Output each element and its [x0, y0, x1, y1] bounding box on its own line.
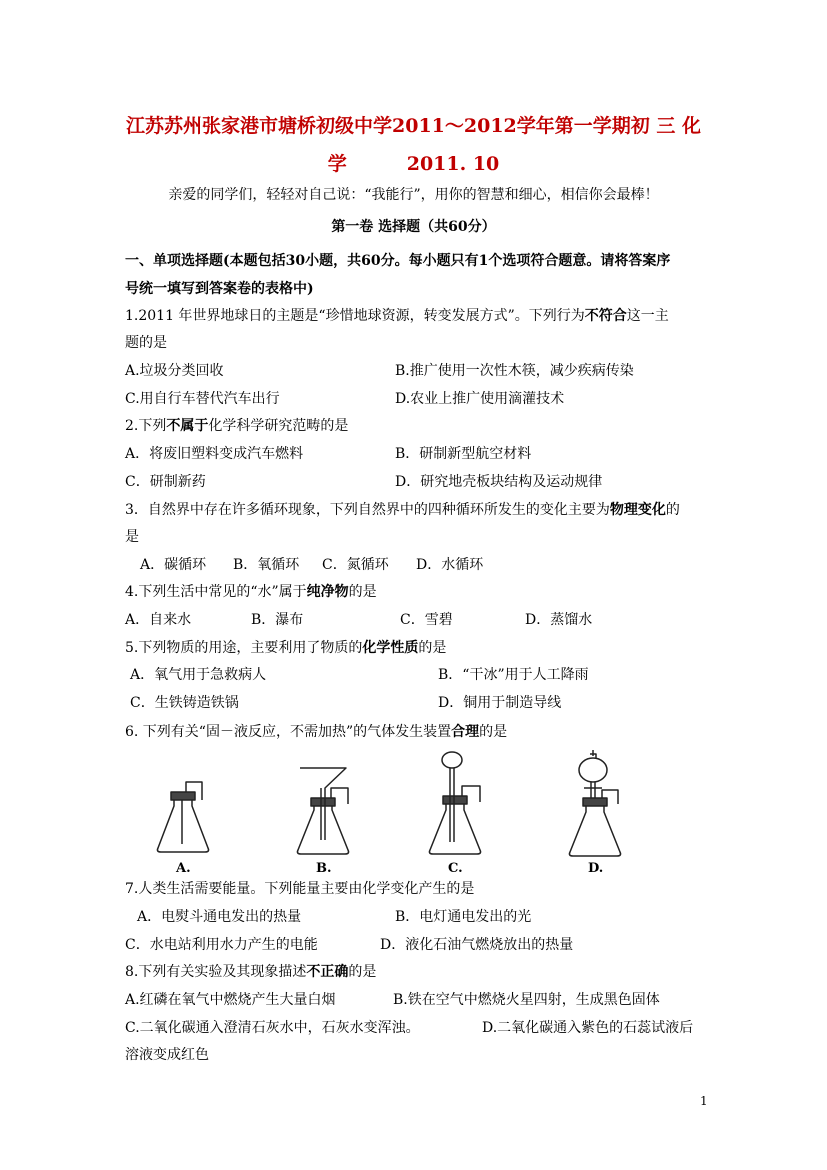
exam-title-line1: 江苏苏州张家港市塘桥初级中学2011～2012学年第一学期初 三 化	[126, 115, 701, 137]
greeting: 亲爱的同学们，轻轻对自己说：“我能行”，用你的智慧和细心，相信你会最棒！	[168, 187, 659, 203]
apparatus-a-flask	[157, 782, 208, 852]
q5-option-b: B．“干冰”用于人工降雨	[438, 667, 589, 683]
q2-option-a: A．将废旧塑料变成汽车燃料	[125, 446, 304, 462]
q3-stem-line2: 是	[125, 529, 139, 545]
q2-option-d: D．研究地壳板块结构及运动规律	[395, 474, 603, 490]
q1-option-b: B.推广使用一次性木筷，减少疾病传染	[395, 363, 634, 379]
q5-option-c: C．生铁铸造铁锅	[130, 695, 239, 711]
apparatus-drawings	[150, 748, 630, 876]
q2-option-b: B．研制新型航空材料	[395, 446, 532, 462]
q3-option-c: C．氮循环	[322, 557, 389, 573]
q3-option-a: A．碳循环	[140, 557, 207, 573]
q3-option-d: D．水循环	[416, 557, 484, 573]
apparatus-label-b: B.	[316, 861, 332, 876]
q4-option-d: D．蒸馏水	[525, 612, 593, 628]
q1-stem: 1.2011 年世界地球日的主题是“珍惜地球资源，转变发展方式”。下列行为不符合这一主	[125, 308, 669, 324]
q1-option-d: D.农业上推广使用滴灌技术	[395, 391, 565, 407]
q2-stem: 2.下列不属于化学科学研究范畴的是	[125, 418, 349, 434]
q3-option-b: B．氧循环	[233, 557, 300, 573]
q8-stem: 8.下列有关实验及其现象描述不正确的是	[125, 964, 377, 980]
apparatus-label-a: A.	[176, 861, 191, 876]
exam-title-line2	[0, 151, 827, 177]
q8-option-d-line2: 溶液变成红色	[125, 1047, 209, 1063]
q8-option-a: A.红磷在氧气中燃烧产生大量白烟	[125, 992, 336, 1008]
q5-stem: 5.下列物质的用途，主要利用了物质的化学性质的是	[125, 640, 447, 656]
q5-option-a: A．氧气用于急救病人	[130, 667, 267, 683]
q7-option-d: D．液化石油气燃烧放出的热量	[380, 937, 574, 953]
q7-option-c: C．水电站利用水力产生的电能	[125, 937, 318, 953]
section-instructions-line2: 号统一填写到答案卷的表格中)	[125, 281, 314, 297]
q4-option-b: B．瀑布	[251, 612, 304, 628]
page-number: 1	[700, 1094, 708, 1108]
q4-option-c: C．雪碧	[400, 612, 453, 628]
part-title: 第一卷 选择题（共60分）	[331, 219, 496, 235]
q1-stem-line2: 题的是	[125, 335, 167, 351]
q7-stem: 7.人类生活需要能量。下列能量主要由化学变化产生的是	[125, 881, 475, 897]
exam-date: 2011. 10	[406, 153, 500, 175]
apparatus-d-flask	[569, 750, 620, 856]
q5-option-d: D．铜用于制造导线	[438, 695, 562, 711]
q1-option-a: A.垃圾分类回收	[125, 363, 224, 379]
apparatus-label-d: D.	[588, 861, 604, 876]
q2-option-c: C．研制新药	[125, 474, 206, 490]
q1-option-c: C.用自行车替代汽车出行	[125, 391, 280, 407]
q8-option-d: D.二氧化碳通入紫色的石蕊试液后	[482, 1020, 694, 1036]
q4-option-a: A．自来水	[125, 612, 192, 628]
q7-option-a: A．电熨斗通电发出的热量	[137, 909, 302, 925]
q6-stem: 6. 下列有关“固－液反应，不需加热”的气体发生装置合理的是	[125, 724, 508, 740]
q4-stem: 4.下列生活中常见的“水”属于纯净物的是	[125, 584, 377, 600]
apparatus-label-c: C.	[448, 861, 463, 876]
exam-title-subject-end: 学	[327, 153, 347, 175]
section-instructions-line1: 一、单项选择题(本题包括30小题，共60分。每小题只有1个选项符合题意。请将答案序	[125, 253, 671, 269]
apparatus-c-flask	[429, 752, 480, 854]
q8-option-b: B.铁在空气中燃烧火星四射，生成黑色固体	[393, 992, 660, 1008]
q3-stem: 3．自然界中存在许多循环现象，下列自然界中的四种循环所发生的变化主要为物理变化的	[125, 502, 680, 518]
q7-option-b: B．电灯通电发出的光	[395, 909, 532, 925]
gas-apparatus-figure	[150, 748, 630, 876]
q8-option-c: C.二氧化碳通入澄清石灰水中，石灰水变浑浊。	[125, 1020, 420, 1036]
apparatus-b-flask	[297, 768, 348, 854]
